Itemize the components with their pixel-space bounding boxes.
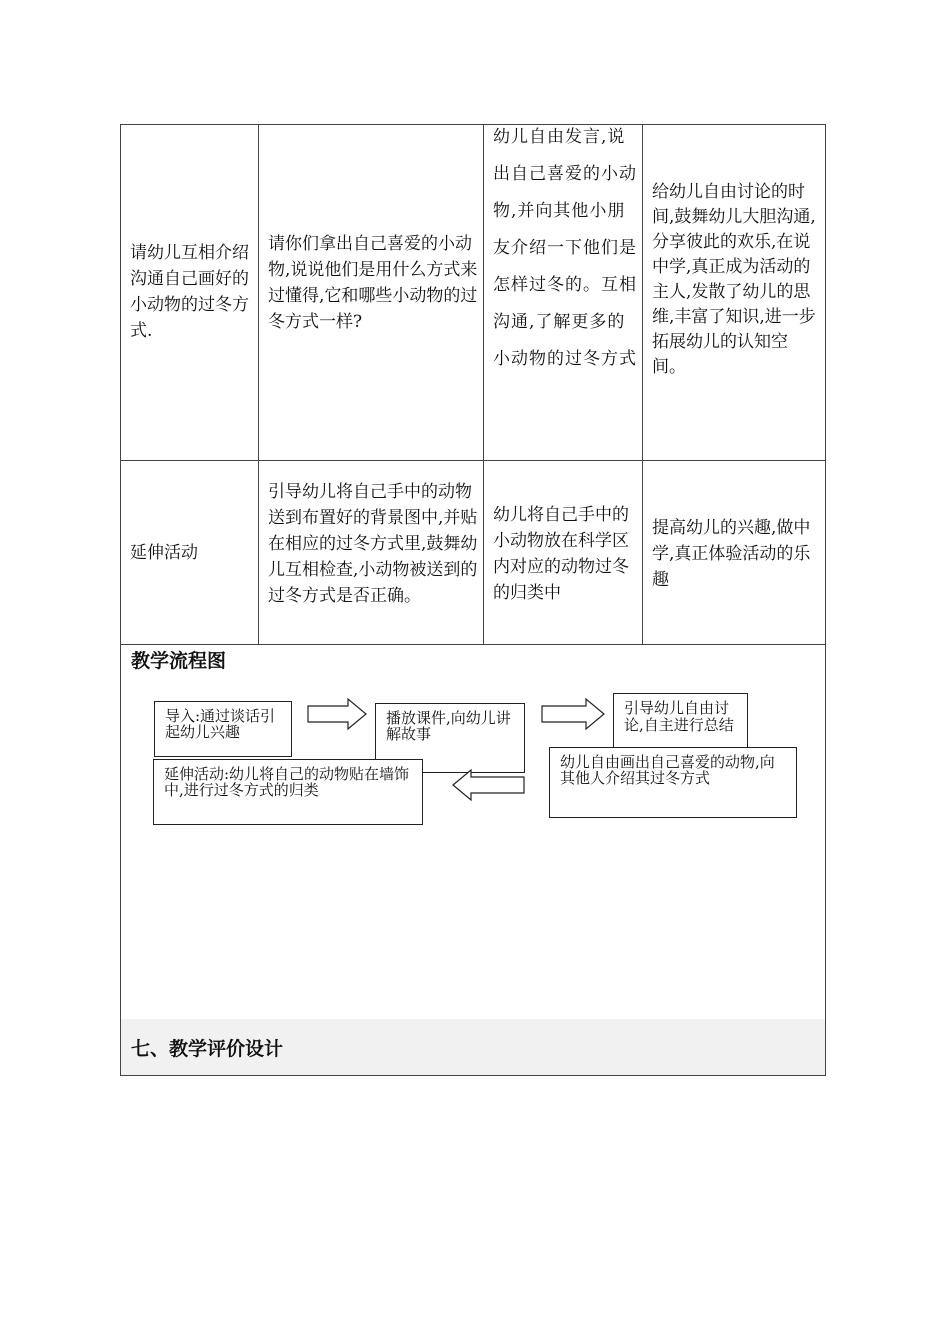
- row-divider: [120, 644, 826, 645]
- row-divider: [120, 460, 826, 461]
- row1-intent-cell: 给幼儿自由讨论的时间,鼓舞幼儿大胆沟通,分享彼此的欢乐,在说中学,真正成为活动的主人,发散了幼儿的思维,丰富了知识,进一步拓展幼儿的认知空间。: [652, 182, 816, 377]
- arrow-right-icon: [306, 697, 368, 731]
- flow-step-draw-animals: 幼儿自由画出自己喜爱的动物,向其他人介绍其过冬方式: [549, 747, 797, 818]
- row2-intent-cell: 提高幼儿的兴趣,做中学,真正体验活动的乐趣: [652, 518, 811, 590]
- evaluation-section-title: 七、教学评价设计: [131, 1038, 284, 1060]
- flow-step-extension: 延伸活动:幼儿将自己的动物贴在墙饰中,进行过冬方式的归类: [153, 759, 423, 825]
- column-divider: [258, 124, 259, 644]
- flow-step-intro: 导入:通过谈话引起幼儿兴趣: [154, 701, 292, 757]
- row1-student-cell: 幼儿自由发言,说出自己喜爱的小动物,并向其他小朋友介绍一下他们是怎样过冬的。互相沟通,了解更多的小动物的过冬方式: [493, 127, 637, 369]
- row2-activity-cell: 延伸活动: [130, 543, 198, 563]
- arrow-right-icon: [540, 697, 606, 731]
- flow-step-guide-discussion: 引导幼儿自由讨论,自主进行总结: [613, 693, 748, 755]
- column-divider: [642, 124, 643, 644]
- column-divider: [483, 124, 484, 644]
- flowchart-title: 教学流程图: [131, 650, 227, 672]
- flow-step-play-courseware: 播放课件,向幼儿讲解故事: [375, 703, 525, 773]
- row2-teacher-cell: 引导幼儿将自己手中的动物送到布置好的背景图中,并贴在相应的过冬方式里,鼓舞幼儿互相检查,小动物被送到的过冬方式是否正确。: [268, 482, 478, 606]
- row1-teacher-cell: 请你们拿出自己喜爱的小动物,说说他们是用什么方式来过懂得,它和哪些小动物的过冬方式一样?: [268, 234, 478, 332]
- arrow-left-icon: [451, 768, 526, 802]
- row2-student-cell: 幼儿将自己手中的小动物放在科学区内对应的动物过冬的归类中: [493, 505, 629, 603]
- row1-activity-cell: 请幼儿互相介绍沟通自己画好的小动物的过冬方式.: [130, 243, 249, 341]
